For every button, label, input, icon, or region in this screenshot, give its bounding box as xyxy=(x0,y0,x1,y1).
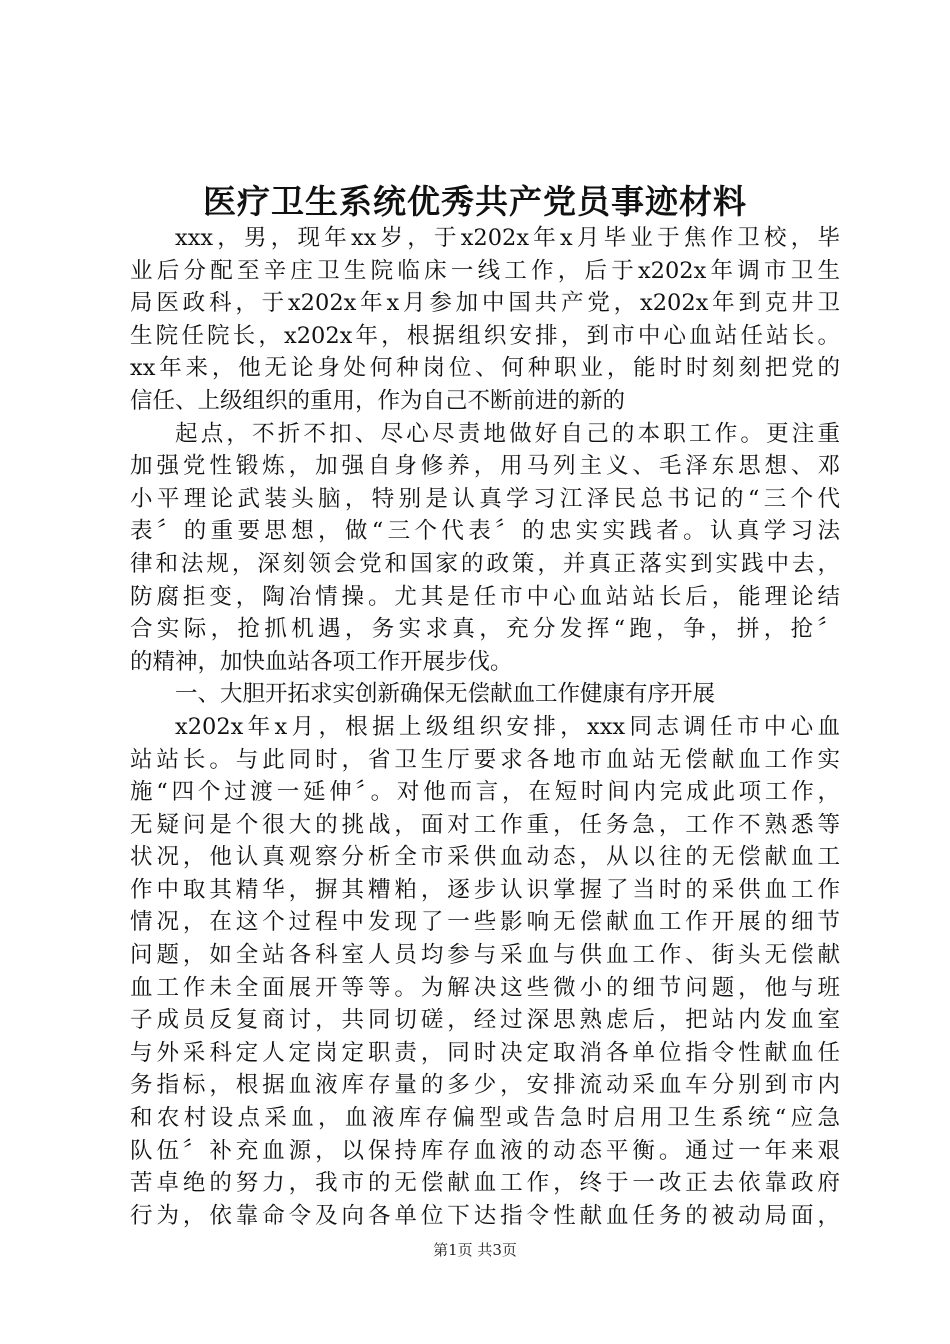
text-line: 的精神，加快血站各项工作开展步伐。 xyxy=(130,648,513,675)
text-line: 无疑问是个很大的挑战，面对工作重，任务急，工作不熟悉等 xyxy=(130,811,840,838)
text-line: 与外采科定人定岗定职责，同时决定取消各单位指令性献血任 xyxy=(130,1039,840,1066)
text-line: 合实际，抢抓机遇，务实求真，充分发挥“跑，争，拼，抢〞 xyxy=(130,616,840,643)
text-line: 业后分配至辛庄卫生院临床一线工作，后于x202x年调市卫生 xyxy=(130,257,840,284)
text-line: 律和法规，深刻领会党和国家的政策，并真正落实到实践中去， xyxy=(130,550,840,577)
text-line: 起点，不折不扣、尽心尽责地做好自己的本职工作。更注重 xyxy=(175,420,840,447)
text-line: 一、大胆开拓求实创新确保无偿献血工作健康有序开展 xyxy=(175,681,716,708)
text-line: 状况，他认真观察分析全市采供血动态，从以往的无偿献血工 xyxy=(130,844,840,871)
text-line: 子成员反复商讨，共同切磋，经过深思熟虑后，把站内发血室 xyxy=(130,1007,840,1034)
text-line: 小平理论武装头脑，特别是认真学习江泽民总书记的“三个代 xyxy=(130,485,840,512)
document-title: 医疗卫生系统优秀共产党员事迹材料 xyxy=(203,182,747,221)
text-line: xxx，男，现年xx岁，于x202x年x月毕业于焦作卫校，毕 xyxy=(175,225,840,251)
page-footer: 第1页 共3页 xyxy=(433,1241,517,1259)
text-line: 站站长。与此同时，省卫生厅要求各地市血站无偿献血工作实 xyxy=(130,746,840,773)
text-line: 生院任院长，x202x年，根据组织安排，到市中心血站任站长。 xyxy=(130,322,840,349)
text-line: 和农村设点采血，血液库存偏型或告急时启用卫生系统“应急 xyxy=(130,1105,840,1132)
text-line: xx年来，他无论身处何种岗位、何种职业，能时时刻刻把党的 xyxy=(130,355,840,382)
text-line: x202x年x月，根据上级组织安排，xxx同志调任市中心血 xyxy=(175,713,840,740)
text-line: 作中取其精华，摒其糟粕，逐步认识掌握了当时的采供血工作 xyxy=(130,876,840,903)
text-line: 表〞的重要思想，做“三个代表〞的忠实实践者。认真学习法 xyxy=(130,518,840,545)
text-line: 队伍〞补充血源，以保持库存血液的动态平衡。通过一年来艰 xyxy=(130,1137,840,1164)
text-line: 加强党性锻炼，加强自身修养，用马列主义、毛泽东思想、邓 xyxy=(130,453,840,480)
text-line: 信任、上级组织的重用，作为自己不断前进的新的 xyxy=(130,387,626,414)
document-body xyxy=(130,222,840,1232)
text-line: 局医政科，于x202x年x月参加中国共产党，x202x年到克井卫 xyxy=(130,290,840,317)
text-line: 问题，如全站各科室人员均参与采血与供血工作、街头无偿献 xyxy=(130,942,840,969)
text-line: 务指标，根据血液库存量的多少，安排流动采血车分别到市内 xyxy=(130,1072,840,1099)
text-line: 行为，依靠命令及向各单位下达指令性献血任务的被动局面， xyxy=(130,1202,840,1229)
text-line: 情况，在这个过程中发现了一些影响无偿献血工作开展的细节 xyxy=(130,909,840,936)
text-line: 血工作未全面展开等等。为解决这些微小的细节问题，他与班 xyxy=(130,974,840,1001)
text-line: 防腐拒变，陶冶情操。尤其是任市中心血站站长后，能理论结 xyxy=(130,583,840,610)
text-line: 施“四个过渡一延伸〞。对他而言，在短时间内完成此项工作， xyxy=(130,779,840,806)
text-line: 苦卓绝的努力，我市的无偿献血工作，终于一改正去依靠政府 xyxy=(130,1170,840,1197)
